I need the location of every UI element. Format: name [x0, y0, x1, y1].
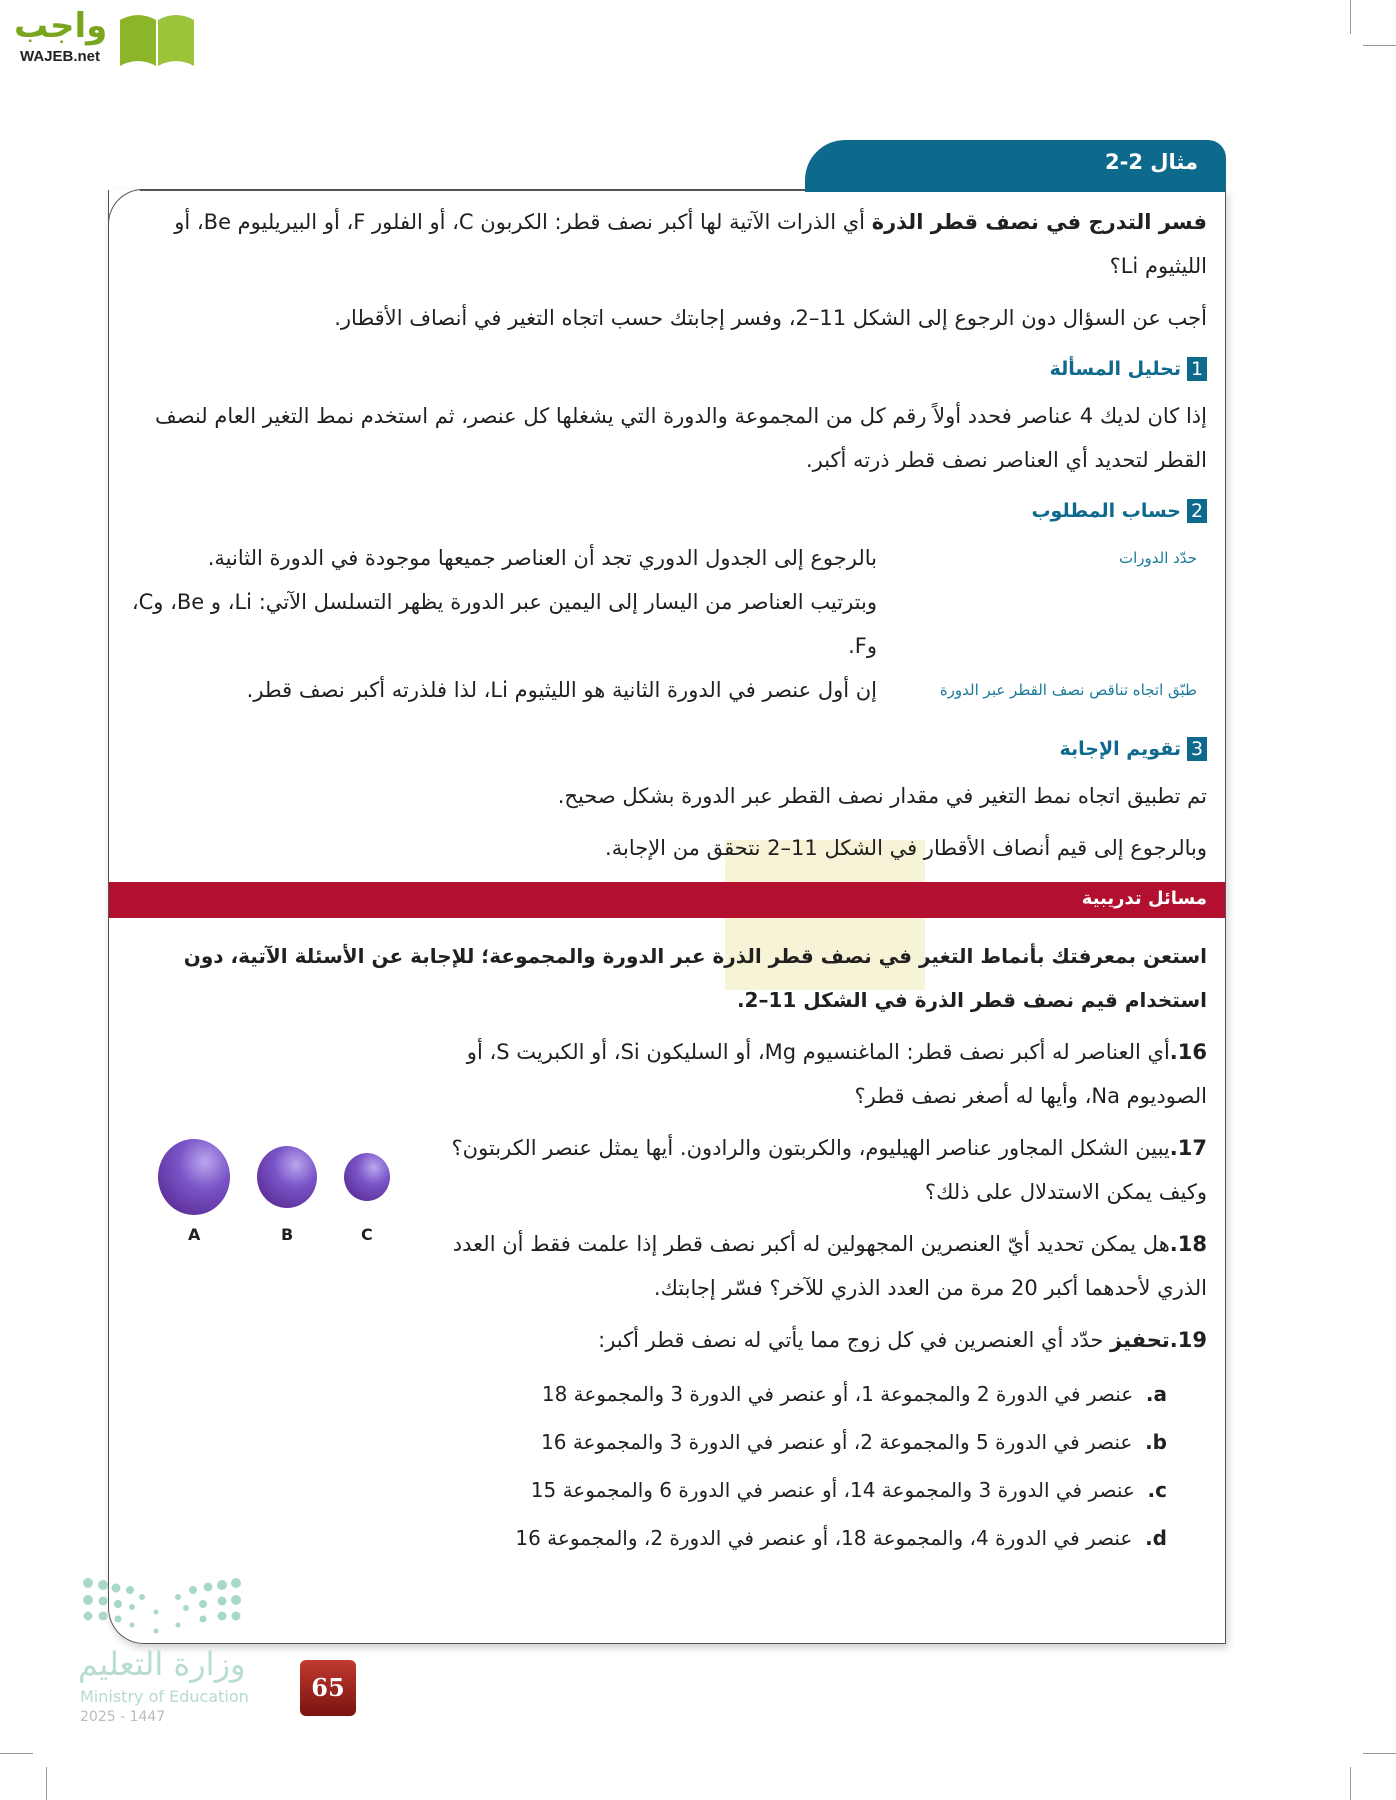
question-number: 16.: [1169, 1040, 1207, 1064]
wajeb-logo: [10, 6, 190, 68]
practice-header-bar: [109, 882, 1225, 918]
question-19: [127, 1318, 1207, 1362]
step2-line-1: بالرجوع إلى الجدول الدوري تجد أن العناصر جميعها موجودة في الدورة الثانية.: [207, 546, 877, 570]
subitem-d: [127, 1514, 1167, 1562]
question-18: [427, 1222, 1207, 1310]
step2-line-2: وبترتيب العناصر من اليسار إلى اليمين عبر الدورة يظهر التسلسل الآتي: Li، و Be، وC، وF.: [131, 590, 877, 658]
crop-mark: [1363, 45, 1396, 46]
intro-question: [127, 200, 1207, 288]
subitem-b: [127, 1418, 1167, 1466]
questions-row: [127, 1030, 1207, 1318]
subitem-letter: d.: [1145, 1526, 1167, 1550]
page-number: 65: [300, 1660, 356, 1716]
book-icon: [118, 10, 196, 68]
question-text: حدّد أي العنصرين في كل زوج مما يأتي له نصف قطر أكبر:: [598, 1328, 1110, 1352]
step2-number: 2: [1187, 499, 1207, 523]
subitem-letter: c.: [1147, 1478, 1167, 1502]
example-section: [109, 190, 1225, 870]
example-box: [108, 190, 1226, 1644]
crop-mark: [1350, 0, 1351, 34]
question-number: 18.: [1169, 1232, 1207, 1256]
step3-number: 3: [1187, 737, 1207, 761]
step3-title: تقويم الإجابة: [1059, 738, 1181, 760]
step2-line-3: إن أول عنصر في الدورة الثانية هو الليثيوم Li، لذا فلذرته أكبر نصف قطر.: [246, 678, 877, 702]
step1-number: 1: [1187, 357, 1207, 381]
atom-label-a: A: [188, 1225, 201, 1244]
question-text: يبين الشكل المجاور عناصر الهيليوم، والكربتون والرادون. أيها يمثل عنصر الكربتون؟ وكيف يمكن الاستدلال على ذلك؟: [451, 1136, 1207, 1204]
ministry-dots-icon: [78, 1575, 248, 1635]
step2-row-1: [127, 536, 1207, 668]
crop-mark: [1350, 1767, 1351, 1800]
question-16: [427, 1030, 1207, 1118]
step2-text-1: [127, 536, 877, 668]
question-number: 19.: [1169, 1328, 1207, 1352]
atoms-figure-area: [127, 1030, 427, 1310]
question-17: [427, 1126, 1207, 1214]
step2-side-note-1: حدّد الدورات: [1119, 549, 1197, 567]
subitem-letter: a.: [1145, 1382, 1167, 1406]
question-number: 17.: [1169, 1136, 1207, 1160]
logo-arabic: واجب: [14, 6, 108, 46]
example-tab: [805, 140, 1226, 192]
crop-mark: [46, 1767, 47, 1800]
ministry-name-ar: وزارة التعليم: [78, 1645, 246, 1683]
example-title: مثال 2-2: [1105, 150, 1198, 174]
step2-row-2: [127, 668, 1207, 712]
step2-title: حساب المطلوب: [1031, 500, 1181, 522]
step3-line-1: تم تطبيق اتجاه نمط التغير في مقدار نصف القطر عبر الدورة بشكل صحيح.: [557, 784, 1207, 808]
step2-side-note-2: طبّق اتجاه تناقص نصف القطر عبر الدورة: [939, 681, 1197, 699]
intro-instruction: أجب عن السؤال دون الرجوع إلى الشكل 11–2، وفسر إجابتك حسب اتجاه التغير في أنصاف الأقطار.: [334, 306, 1207, 330]
atom-a: [158, 1139, 230, 1215]
atom-label-c: C: [361, 1225, 373, 1244]
crop-mark: [0, 1753, 33, 1754]
atom-b: [257, 1146, 317, 1208]
atom-label-b: B: [281, 1225, 294, 1244]
ministry-name-en: Ministry of Education: [80, 1687, 249, 1706]
atoms-figure: [147, 1125, 407, 1225]
practice-header: مسائل تدريبية: [1081, 888, 1207, 909]
step2-heading: [127, 496, 1207, 526]
ministry-logo: [78, 1575, 278, 1725]
intro-lead: فسر التدرج في نصف قطر الذرة: [871, 210, 1207, 234]
ministry-year: 2025 - 1447: [80, 1709, 166, 1725]
step1-text: إذا كان لديك 4 عناصر فحدد أولاً رقم كل من المجموعة والدورة التي يشغلها كل عنصر، ثم استخدم نمط التغير العام لنصف القطر لتحديد أي العناصر نصف قطر ذرته أكبر.: [155, 404, 1207, 472]
subitem-c: [127, 1466, 1167, 1514]
subitem-text: عنصر في الدورة 4، والمجموعة 18، أو عنصر في الدورة 2، والمجموعة 16: [515, 1526, 1133, 1550]
practice-intro: استعن بمعرفتك بأنماط التغير في نصف قطر الذرة عبر الدورة والمجموعة؛ للإجابة عن الأسئلة الآتية، دون استخدام قيم نصف قطر الذرة في الشكل 11–2.: [183, 944, 1207, 1012]
step3-heading: [127, 734, 1207, 764]
step1-title: تحليل المسألة: [1049, 358, 1181, 380]
subitem-text: عنصر في الدورة 5 والمجموعة 2، أو عنصر في الدورة 3 والمجموعة 16: [541, 1430, 1133, 1454]
intro-question-text: أي الذرات الآتية لها أكبر نصف قطر: الكربون C، أو الفلور F، أو البيريليوم Be، أو الليثيوم Li؟: [174, 210, 1207, 278]
atom-c: [344, 1153, 390, 1201]
practice-section: [109, 918, 1225, 1562]
subitem-text: عنصر في الدورة 3 والمجموعة 14، أو عنصر في الدورة 6 والمجموعة 15: [530, 1478, 1135, 1502]
step1-heading: [127, 354, 1207, 384]
subitem-text: عنصر في الدورة 2 والمجموعة 1، أو عنصر في الدورة 3 والمجموعة 18: [541, 1382, 1134, 1406]
subitem-a: [127, 1370, 1167, 1418]
crop-mark: [1363, 1753, 1396, 1754]
logo-latin: WAJEB.net: [20, 48, 101, 65]
question-text: هل يمكن تحديد أيّ العنصرين المجهولين له أكبر نصف قطر إذا علمت فقط أن العدد الذري لأحدهما أكبر 20 مرة من العدد الذري للآخر؟ فسّر إجابتك.: [452, 1232, 1207, 1300]
questions-column: [427, 1030, 1207, 1318]
question-text: أي العناصر له أكبر نصف قطر: الماغنسيوم Mg، أو السليكون Si، أو الكبريت S، أو الصوديوم Na، وأيها له أصغر نصف قطر؟: [466, 1040, 1207, 1108]
step3-line-2: وبالرجوع إلى قيم أنصاف الأقطار في الشكل 11–2 نتحقق من الإجابة.: [605, 836, 1207, 860]
question-lead: تحفيز: [1110, 1328, 1170, 1352]
subitem-letter: b.: [1145, 1430, 1167, 1454]
